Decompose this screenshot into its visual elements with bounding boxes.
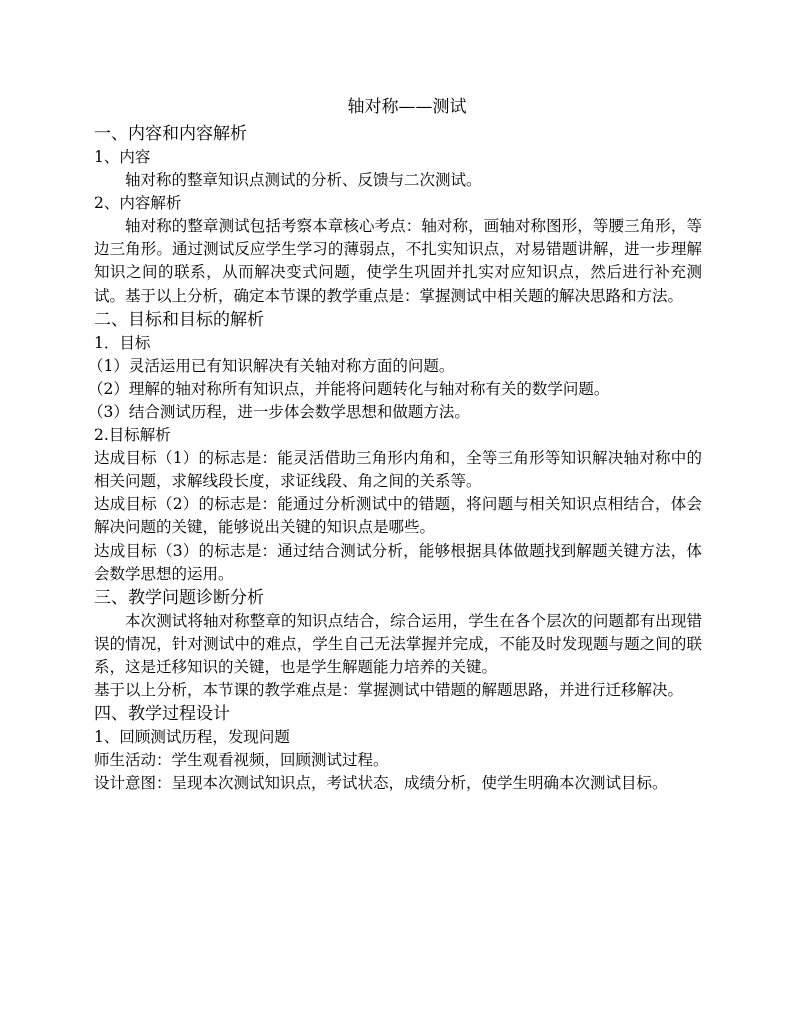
- section-1-sub-2-text: 轴对称的整章测试包括考察本章核心考点：轴对称，画轴对称图形，等腰三角形，等边三角形。通过测试反应学生学习的薄弱点，不扎实知识点，对易错题讲解，进一步理解知识之间的联系，从而解决变式问题，使学生巩固并扎实对应知识点，然后进行补充测试。基于以上分析，确定本节课的教学重点是：掌握测试中相关题的解决思路和方法。: [94, 217, 702, 305]
- document-body: [88, 122, 702, 795]
- section-3-heading: 三、教学问题诊断分析: [94, 587, 264, 608]
- goal-analysis-1: 达成目标（1）的标志是：能灵活借助三角形内角和，全等三角形等知识解决轴对称中的相关问题，求解线段长度，求证线段、角之间的关系等。: [94, 449, 702, 491]
- goal-analysis-3: 达成目标（3）的标志是：通过结合测试分析，能够根据具体做题找到解题关键方法，体会数学思想的运用。: [94, 541, 702, 583]
- section-2-sub-1: 1．目标: [94, 333, 151, 352]
- document-title: 轴对称——测试: [347, 97, 467, 117]
- section-2-heading: 二、目标和目标的解析: [94, 309, 264, 330]
- section-1-sub-1: 1、内容: [94, 148, 151, 166]
- section-2-sub-2: 2.目标解析: [94, 426, 171, 445]
- section-3-text-2: 基于以上分析，本节课的教学难点是：掌握测试中错题的解题思路，并进行迁移解决。: [94, 680, 684, 699]
- section-4-heading: 四、教学过程设计: [94, 704, 230, 725]
- section-1-sub-1-text: 轴对称的整章知识点测试的分析、反馈与二次测试。: [125, 171, 482, 190]
- section-1-heading: 一、内容和内容解析: [94, 124, 247, 144]
- goal-3: （3）结合测试历程，进一步体会数学思想和做题方法。: [88, 402, 470, 421]
- section-4-sub-1: 1、回顾测试历程，发现问题: [94, 728, 290, 747]
- section-3-text-1: 本次测试将轴对称整章的知识点结合，综合运用，学生在各个层次的问题都有出现错误的情况，针对测试中的难点，学生自己无法掌握并完成，不能及时发现题与题之间的联系，这是迁移知识的关键，也是学生解题能力培养的关键。: [94, 611, 702, 676]
- design-intent: 设计意图：呈现本次测试知识点，考试状态，成绩分析，使学生明确本次测试目标。: [94, 774, 668, 793]
- teacher-student-activity: 师生活动：学生观看视频，回顾测试过程。: [94, 751, 389, 770]
- goal-2: （2）理解的轴对称所有知识点，并能将问题转化与轴对称有关的数学问题。: [88, 379, 610, 398]
- goal-analysis-2: 达成目标（2）的标志是：能通过分析测试中的错题，将问题与相关知识点相结合，体会解决问题的关键，能够说出关键的知识点是哪些。: [94, 495, 702, 537]
- section-1-sub-2: 2、内容解析: [94, 194, 182, 213]
- goal-1: （1）灵活运用已有知识解决有关轴对称方面的问题。: [88, 356, 455, 375]
